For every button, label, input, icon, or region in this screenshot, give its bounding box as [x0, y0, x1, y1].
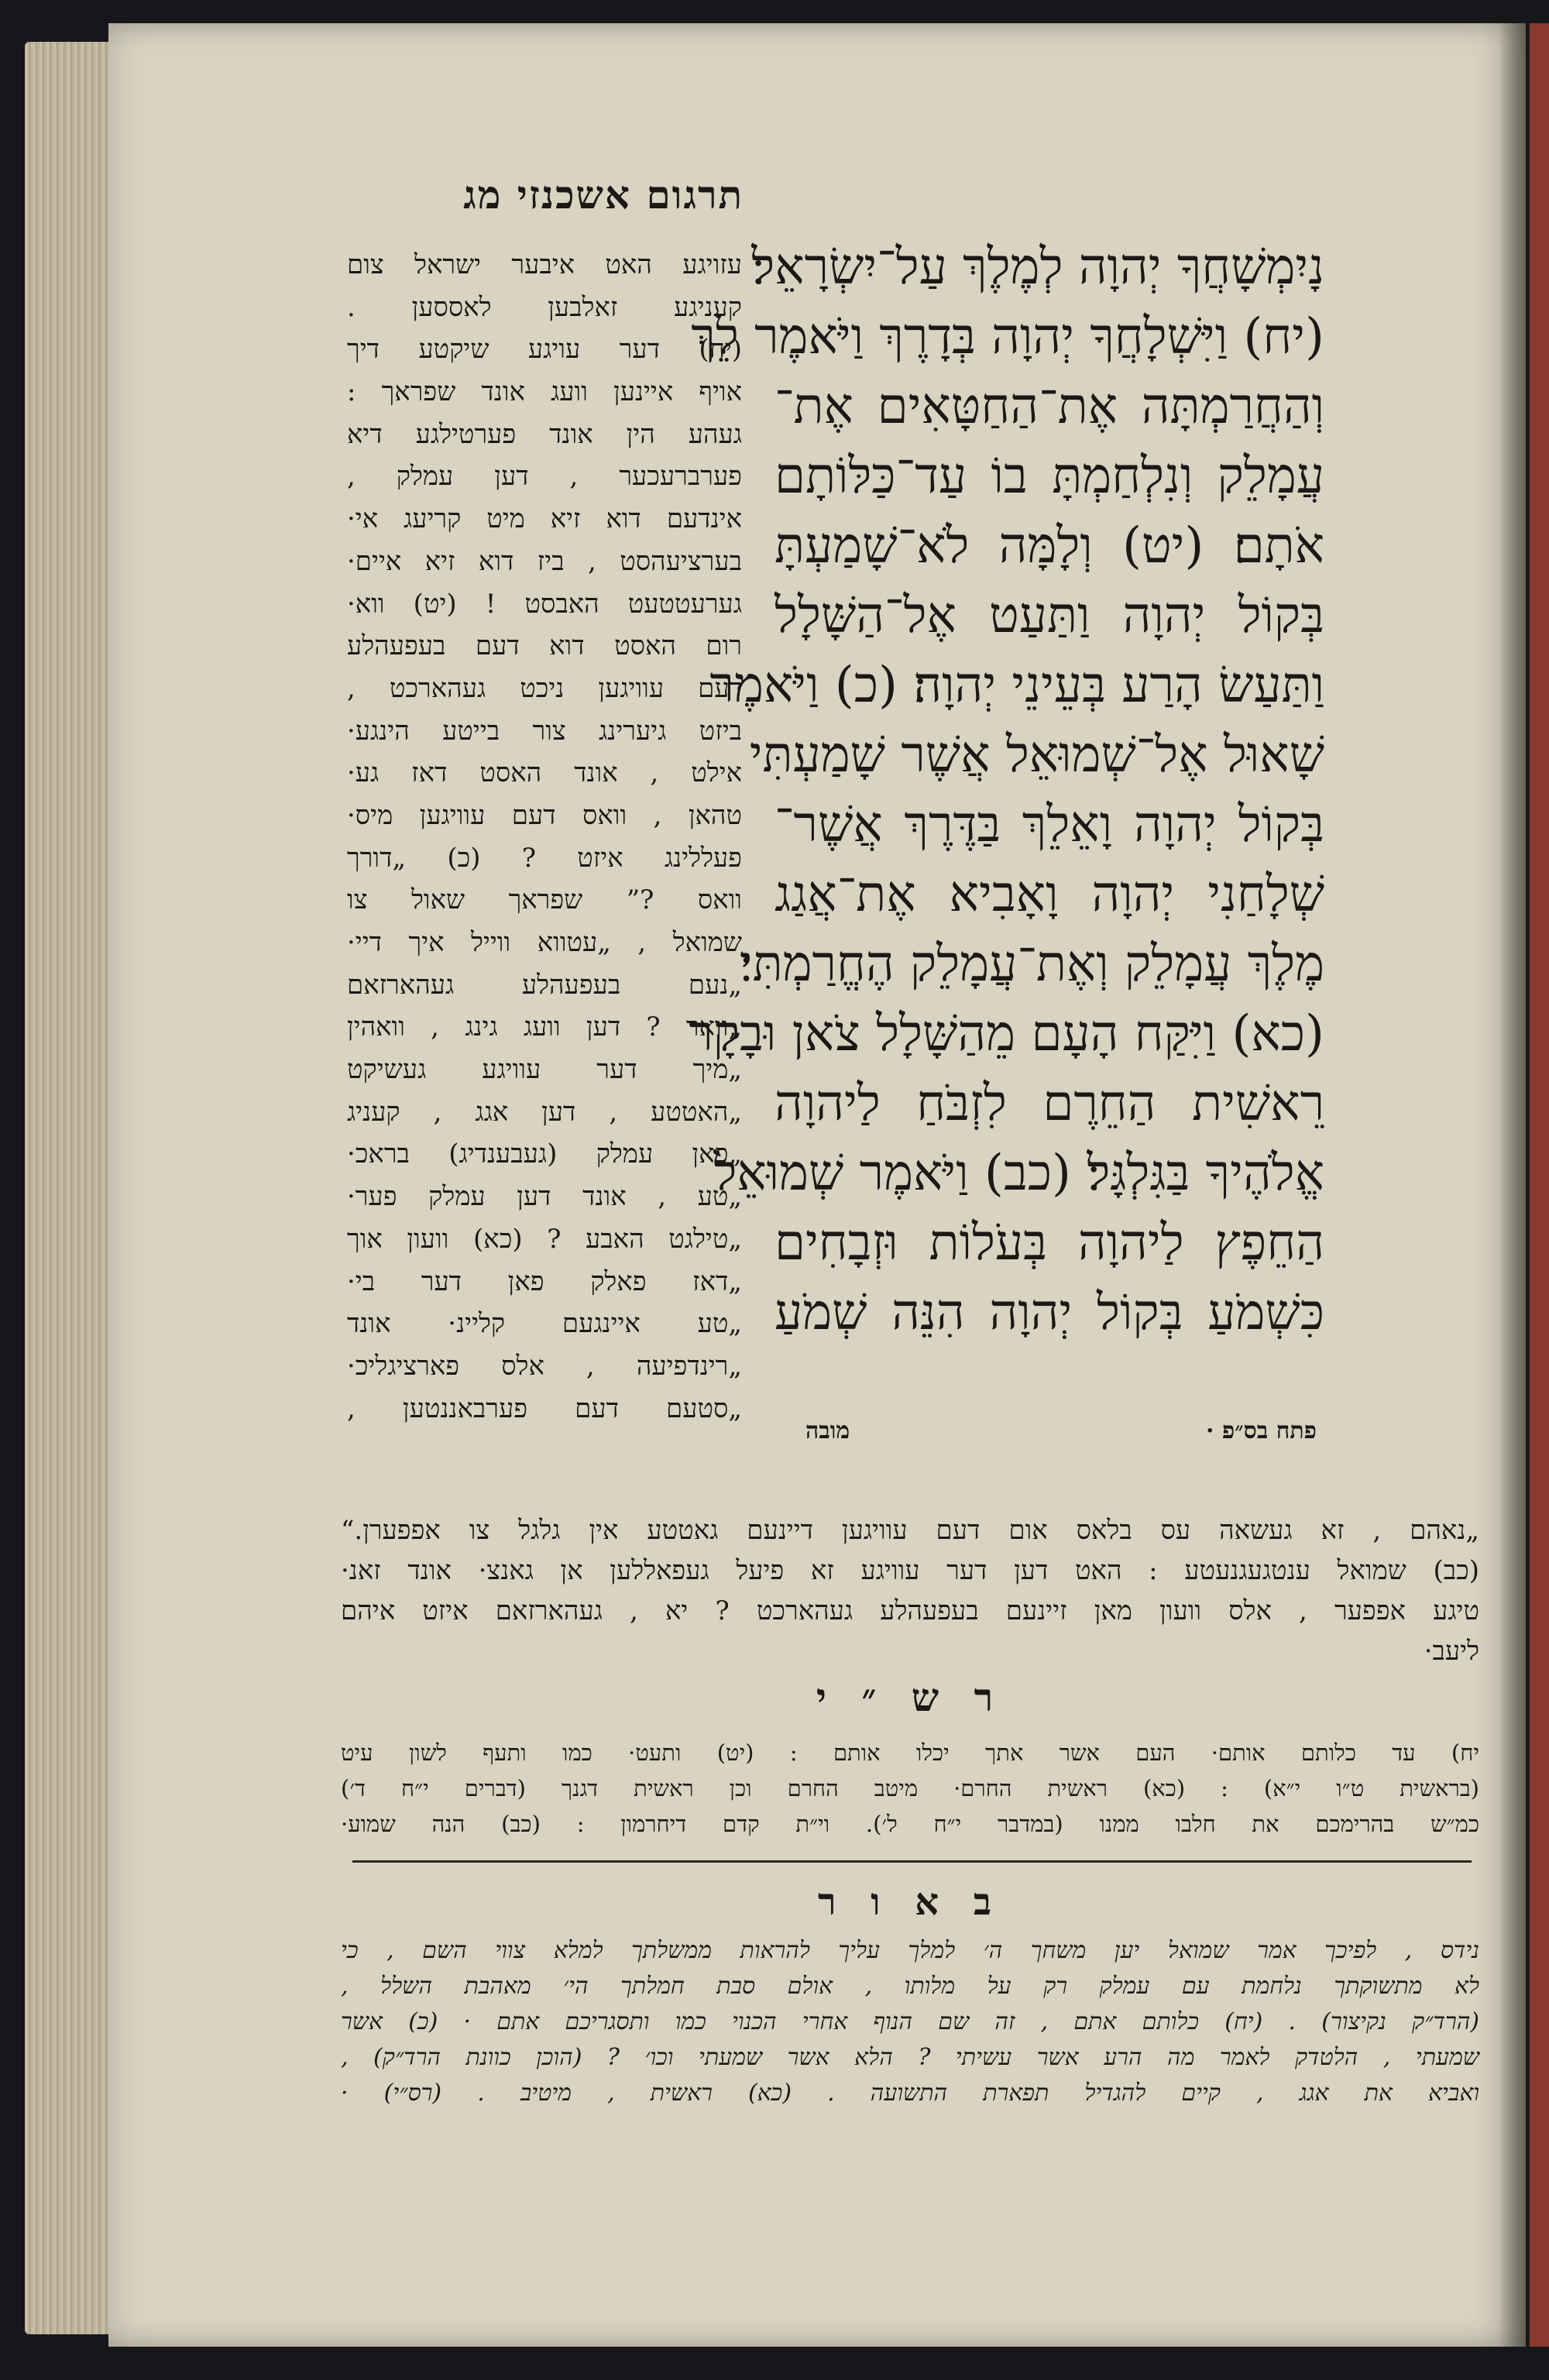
facing-page-edge: [1530, 23, 1549, 2347]
hebrew-line: נָיִמְשָׁחֲךָ יְהוָה לְמֶלֶךְ עַל־יִשְׂרָאֵל׃: [751, 239, 1324, 296]
translation-line: „פאן עמלק (געבענדיג) בראכ·: [347, 1138, 742, 1170]
translation-line: פערברעכער , דען עמלק ,: [347, 461, 742, 493]
running-header-translation-title: תרגום אשכנזי מג: [463, 172, 744, 218]
hebrew-line: מֶלֶךְ עֲמָלֵק וְאֶת־עֲמָלֵק הֶחֱרַמְתִּי׃: [739, 936, 1324, 993]
translation-line: בערציעהסט , ביז דוא זיא איים·: [347, 545, 742, 577]
continuation-line: טיגע אפפער , אלס וועון מאן זיינעם בעפעהלע געהארכט ? יא , געהארזאם איזט איהם: [341, 1595, 1479, 1626]
biur-heading: ב א ו ר: [818, 1880, 1002, 1924]
gutter-shadow: [1499, 23, 1530, 2347]
translation-line: רום האסט דוא דעם בעפעהלע: [347, 630, 742, 662]
translation-line: „האטטע , דען אגג , קעניג: [347, 1096, 742, 1128]
rashi-line: (בראשית ט״ו י״א) : (כא) ראשית החרם· מיטב החרם וכן ראשית דגנך (דברים י״ח ד׳): [341, 1775, 1479, 1801]
section-divider: [352, 1860, 1472, 1863]
hebrew-line: וְהַחֲרַמְתָּה אֶת־הַחַטָּאִים אֶת־: [774, 378, 1324, 435]
hebrew-text-column: [689, 232, 1324, 1348]
hebrew-line: רֵאשִׁית הַחֵרֶם לִזְבֹּחַ לַיהוָה: [774, 1075, 1324, 1132]
masoretic-note-left: מובה: [805, 1417, 850, 1444]
hebrew-line: אֹתָם׃ (יט) וְלָמָּה לֹא־שָׁמַעְתָּ: [774, 517, 1324, 575]
translation-line: דעם עוויגען ניכט געהארכט ,: [347, 672, 742, 704]
translation-line: פעללינג איזט ? (כ) „דורך: [347, 842, 742, 874]
hebrew-line: שְׁלָחַנִי יְהוָה וָאָבִיא אֶת־אֲגַג: [774, 866, 1324, 923]
translation-line: „דאז פאלק פאן דער בי·: [347, 1266, 742, 1297]
biur-line: (הרד״ק נקיצור) . (יח) כלותם אתם , זה שם הנוף אחרי הכנוי כמו ותסגריכם אתם · (כ) אשר: [341, 2008, 1479, 2035]
translation-line: „סטעם דעם פערבאננטען ,: [347, 1393, 742, 1424]
translation-line: „נעם בעפעהלע געהארזאם: [347, 969, 742, 1001]
translation-line: „רינדפיעה , אלס פארציגליכ·: [347, 1350, 742, 1382]
translation-line: (יח) דער עויגע שיקטע דיך: [347, 334, 742, 366]
continuation-line: ליעב·: [1424, 1636, 1479, 1667]
translation-line: אילט , אונד האסט דאז גע·: [347, 757, 742, 789]
translation-continuation: [341, 1510, 1479, 1671]
catchword: [364, 2113, 519, 2152]
hebrew-line: (כא) וַיִּקַּח הָעָם מֵהַשָּׁלָל צֹאן וּבָקָר: [689, 1005, 1324, 1063]
translation-line: גערעטטעט האבסט ! (יט) ווא·: [347, 588, 742, 620]
hebrew-line: בְּקוֹל יְהוָה וָאֵלֵךְ בַּדֶּרֶךְ אֲשֶׁר־: [774, 796, 1324, 853]
rashi-line: יח) עד כלותם אותם· העם אשר אתך יכלו אותם : (יט) ותעט· כמו ותעף לשון עיט: [341, 1739, 1479, 1766]
masoretic-note-right: פתח בס״פ ·: [1206, 1417, 1317, 1444]
translation-line: „מיך דער עוויגע געשיקט: [347, 1054, 742, 1086]
translation-line: אינדעם דוא זיא מיט קריעג אי·: [347, 503, 742, 535]
translation-line: „טע , אונד דען עמלק פער·: [347, 1181, 742, 1213]
hebrew-line: (יח) וַיִּשְׁלָחֲךָ יְהוָה בְּדָרֶךְ וַיֹּאמֶר לֵךְ: [691, 308, 1324, 366]
biur-commentary: [341, 1933, 1479, 2111]
hebrew-line: אֱלֹהֶיךָ בַּגִּלְגָּל׃ (כב) וַיֹּאמֶר שְׁמוּאֵל: [713, 1145, 1324, 1202]
rashi-commentary: [341, 1735, 1479, 1842]
rashi-heading: ר ש ״ י: [816, 1674, 1005, 1720]
biur-line: ואביא את אגג , קיים להגדיל תפארת התשועה . (כא) ראשית , מיטיב . (רס״י) ·: [341, 2079, 1479, 2107]
translation-line: אויף איינען וועג אונד שפראך :: [347, 376, 742, 408]
translation-line: קעניגע זאלבען לאססען .: [347, 291, 742, 323]
hebrew-line: וַתַּעַשׂ הָרַע בְּעֵינֵי יְהוָה׃ (כ) וַיֹּאמֶר: [709, 657, 1324, 714]
biur-line: נידס , לפיכך אמר שמואל יען משחך ה׳ למלך עליך להראות ממשלתך למלא צווי השם , כי: [341, 1937, 1479, 1964]
translation-line: עזויגע האט איבער ישראל צום: [347, 249, 742, 280]
translation-line: וואס ?” שפראך שאול צו: [347, 884, 742, 916]
translation-line: שמואל , „עטווא ווייל איך דיי·: [347, 927, 742, 958]
hebrew-line: שָׁאוּל אֶל־שְׁמוּאֵל אֲשֶׁר שָׁמַעְתִּי: [749, 726, 1324, 784]
hebrew-line: עֲמָלֵק וְנִלְחַמְתָּ בוֹ עַד־כַּלּוֹתָם: [774, 448, 1324, 505]
biur-line: לא מתשוקתך נלחמת עם עמלק רק על מלותו , אולם סבת חמלתך הי׳ מאהבת השלל ,: [341, 1973, 1479, 2000]
translation-line: „וואר ? דען וועג גינג , וואהין: [347, 1011, 742, 1043]
hebrew-line: כִּשְׁמֹעַ בְּקוֹל יְהוָה הִנֵּה שְׁמֹעַ: [774, 1284, 1324, 1341]
translation-line: „טילגט האבע ? (כא) וועון אוך: [347, 1223, 742, 1255]
translation-line: געהע הין אונד פערטילגע דיא: [347, 418, 742, 450]
translation-line: ביזט גיערינג צור בייטע הינגע·: [347, 715, 742, 747]
hebrew-line: בְּקוֹל יְהוָה וַתַּעַט אֶל־הַשָּׁלָל: [774, 587, 1324, 644]
rashi-line: כמ״ש בהרימכם את חלבו ממנו (במדבר י״ח ל׳). וי״ת קדם דיחרמון : (כב) הנה שמוע·: [341, 1811, 1479, 1837]
masoretic-notes: [774, 1417, 1324, 1456]
translation-text-column: [347, 244, 742, 1430]
translation-line: „טע איינגעם קליינ· אונד: [347, 1308, 742, 1340]
continuation-line: „נאהם , זא געשאה עס בלאס אום דעם עוויגען דיינעם גאטטע אין גלגל צו אפפערן.“: [341, 1515, 1479, 1546]
book-page-edges: [25, 42, 112, 2334]
translation-line: טהאן , וואס דעם עוויגען מיס·: [347, 799, 742, 831]
hebrew-line: הַחֵפֶץ לַיהוָה בְּעֹלוֹת וּזְבָחִים: [774, 1214, 1324, 1272]
continuation-line: (כב) שמואל ענטגעגנעטע : האט דען דער עוויגע זא פיעל געפאללען אן גאנצ· אונד זאנ·: [341, 1555, 1479, 1586]
biur-line: שמעתי , הלטדק לאמר מה הרע אשר עשיתי ? הלא אשר שמעתי וכו׳ ? (הוכן כוונת הרד״ק) ,: [341, 2044, 1479, 2071]
